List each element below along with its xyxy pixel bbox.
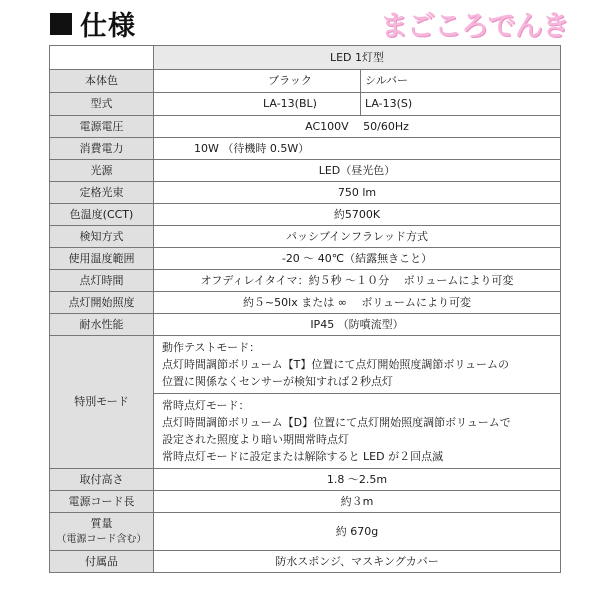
weight-value: 約 670g <box>154 513 561 551</box>
table-row-luminous-flux <box>50 182 561 204</box>
section-title-text: 仕様 <box>80 11 136 42</box>
brand-logo: まごころでんき <box>380 9 569 42</box>
corner-cell <box>50 46 154 70</box>
table-row-install-height <box>50 469 561 491</box>
start-lux-value: 約５~50lx または ∞ ボリュームにより可変 <box>154 292 561 314</box>
always-mode-line: 常時点灯モードに設定または解除すると LED が２回点滅 <box>162 450 444 463</box>
test-mode-line: 位置に関係なくセンサーが検知すれば２秒点灯 <box>162 375 393 388</box>
install-height-value: 1.8 ～2.5m <box>154 469 561 491</box>
row-label: 色温度(CCT) <box>50 204 154 226</box>
table-row-type <box>50 46 561 70</box>
row-label: 電源コード長 <box>50 491 154 513</box>
table-row-temp-range <box>50 248 561 270</box>
row-label: 点灯開始照度 <box>50 292 154 314</box>
table-row-cord-length <box>50 491 561 513</box>
always-mode-line: 常時点灯モード： <box>162 399 250 412</box>
table-row-start-lux <box>50 292 561 314</box>
row-label: 点灯時間 <box>50 270 154 292</box>
model-black: LA-13(BL) <box>154 93 361 116</box>
table-row-weight <box>50 513 561 551</box>
table-row-color-temp <box>50 204 561 226</box>
page-header <box>0 0 600 46</box>
test-mode-line: 点灯時間調節ボリューム【T】位置にて点灯開始照度調節ボリュームの <box>162 358 510 371</box>
square-bullet-icon <box>50 13 72 35</box>
detection-value: パッシブインフラレッド方式 <box>154 226 561 248</box>
voltage-value: AC100V 50/60Hz <box>154 116 561 138</box>
table-row-light-source <box>50 160 561 182</box>
spec-table <box>49 45 561 573</box>
row-label: 取付高さ <box>50 469 154 491</box>
table-row-waterproof <box>50 314 561 336</box>
test-mode-line: 動作テストモード： <box>162 341 261 354</box>
row-label: 型式 <box>50 93 154 116</box>
row-label: 定格光束 <box>50 182 154 204</box>
table-row-accessories <box>50 551 561 573</box>
temp-range-value: -20 ～ 40℃（結露無きこと） <box>154 248 561 270</box>
body-color-black: ブラック <box>154 70 361 93</box>
model-silver: LA-13(S) <box>361 93 561 116</box>
always-mode-line: 点灯時間調節ボリューム【D】位置にて点灯開始照度調節ボリュームで <box>162 416 511 429</box>
color-temp-value: 約5700K <box>154 204 561 226</box>
row-label: 光源 <box>50 160 154 182</box>
row-label-weight <box>50 513 154 551</box>
weight-label-line1: 質量 <box>90 516 113 530</box>
test-mode-description <box>154 336 561 394</box>
accessories-value: 防水スポンジ、マスキングカバー <box>154 551 561 573</box>
row-label: 付属品 <box>50 551 154 573</box>
table-row-voltage <box>50 116 561 138</box>
type-header: LED 1灯型 <box>154 46 561 70</box>
luminous-flux-value: 750 lm <box>154 182 561 204</box>
waterproof-value: IP45 （防噴流型） <box>154 314 561 336</box>
body-color-silver: シルバー <box>361 70 561 93</box>
row-label: 本体色 <box>50 70 154 93</box>
always-mode-line: 設定された照度より暗い期間常時点灯 <box>162 433 349 446</box>
table-row-light-time <box>50 270 561 292</box>
light-source-value: LED（昼光色） <box>154 160 561 182</box>
cord-length-value: 約３m <box>154 491 561 513</box>
row-label: 使用温度範囲 <box>50 248 154 270</box>
table-row-special-mode-test <box>50 336 561 394</box>
row-label: 電源電圧 <box>50 116 154 138</box>
light-time-value: オフディレイタイマ：約５秒 ～１０分 ボリュームにより可変 <box>154 270 561 292</box>
table-row-model <box>50 93 561 116</box>
weight-label-line2: （電源コード含む） <box>56 533 147 545</box>
table-row-detection <box>50 226 561 248</box>
table-row-body-color <box>50 70 561 93</box>
row-label: 消費電力 <box>50 138 154 160</box>
row-label: 検知方式 <box>50 226 154 248</box>
power-value: 10W （待機時 0.5W） <box>154 138 561 160</box>
section-title <box>50 4 136 43</box>
row-label: 特別モード <box>50 336 154 469</box>
table-row-power <box>50 138 561 160</box>
always-mode-description <box>154 394 561 469</box>
row-label: 耐水性能 <box>50 314 154 336</box>
